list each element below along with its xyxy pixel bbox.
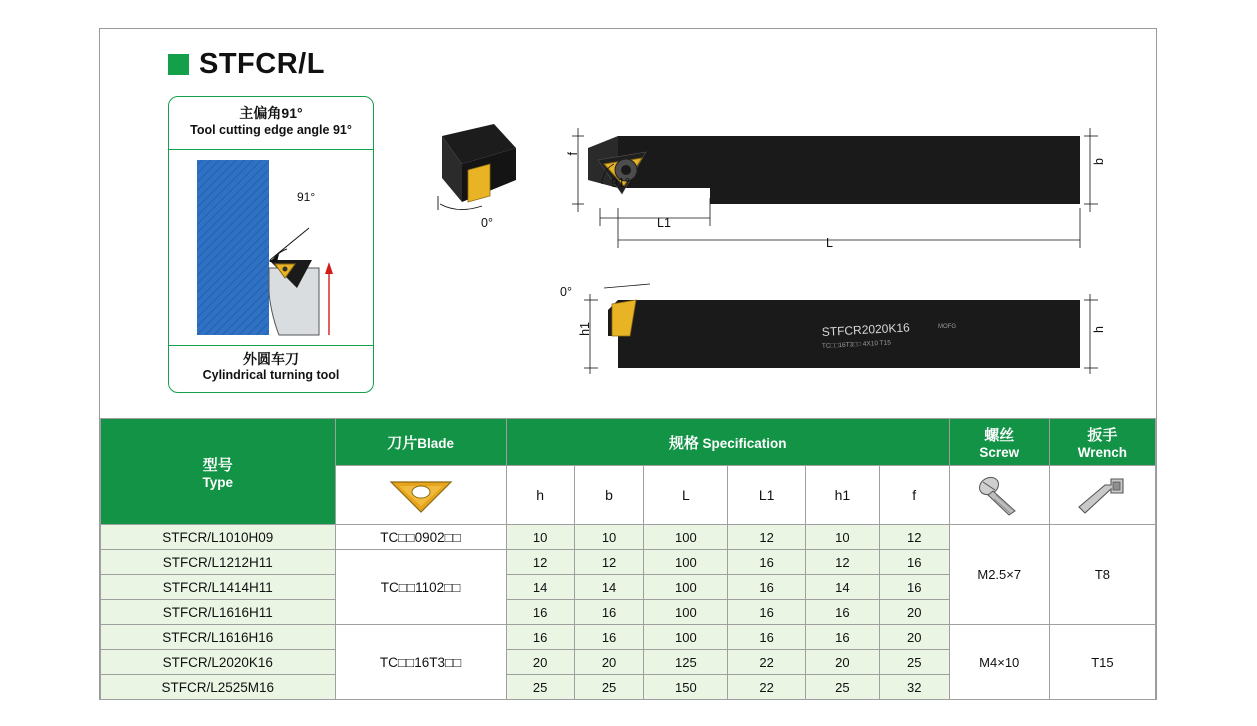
cell-L: 100 [644, 575, 728, 600]
cell-L: 100 [644, 550, 728, 575]
cell-blade: TC□□1102□□ [335, 550, 506, 625]
cell-blade: TC□□0902□□ [335, 525, 506, 550]
illustration-header [169, 105, 373, 138]
specification-table [100, 418, 1156, 700]
header-screw-cn: 螺丝 [984, 427, 1015, 444]
header-type-en: Type [202, 474, 234, 490]
cell-b: 25 [574, 675, 644, 700]
svg-text:STFCR2020K16: STFCR2020K16 [821, 320, 911, 339]
header-spec-en: Specification [702, 435, 787, 451]
wrench-illustration-cell [1049, 466, 1155, 525]
cell-b: 12 [574, 550, 644, 575]
header-spec-cn: 规格 [668, 434, 699, 452]
plan-dim-b: b [1092, 158, 1106, 165]
side-dim-h: h [1092, 326, 1106, 333]
insert-detail-view [432, 118, 542, 228]
cell-h: 14 [506, 575, 574, 600]
cell-h1: 20 [805, 650, 879, 675]
tool-plan-view [560, 108, 1120, 258]
cell-f: 16 [879, 575, 949, 600]
illustration-graphic [169, 150, 373, 348]
cell-f: 12 [879, 525, 949, 550]
cell-h: 10 [506, 525, 574, 550]
title-text: STFCR/L [199, 48, 325, 80]
table-row [101, 625, 1156, 650]
blade-illustration-cell [335, 466, 506, 525]
cell-b: 20 [574, 650, 644, 675]
turning-tool-diagram-svg [169, 150, 373, 348]
cell-type: STFCR/L1414H11 [101, 575, 336, 600]
cell-h1: 16 [805, 600, 879, 625]
cell-L1: 16 [728, 625, 806, 650]
header-type [101, 419, 336, 525]
cell-L: 100 [644, 525, 728, 550]
illustration-divider-bottom [169, 345, 373, 346]
subheader-L: L [644, 466, 728, 525]
cell-f: 20 [879, 600, 949, 625]
svg-text:TC□□16T3□□ 4X10 T15: TC□□16T3□□ 4X10 T15 [821, 339, 892, 350]
cell-b: 14 [574, 575, 644, 600]
cell-h1: 10 [805, 525, 879, 550]
screw-icon [971, 473, 1027, 517]
cell-h: 20 [506, 650, 574, 675]
subheader-L1: L1 [728, 466, 806, 525]
plan-dim-L: L [826, 236, 833, 250]
cell-b: 16 [574, 600, 644, 625]
subheader-h: h [506, 466, 574, 525]
plan-dim-f: f [566, 152, 580, 156]
cell-blade: TC□□16T3□□ [335, 625, 506, 700]
cell-type: STFCR/L1212H11 [101, 550, 336, 575]
side-angle-label: 0° [560, 285, 572, 299]
cell-b: 10 [574, 525, 644, 550]
cell-h: 16 [506, 600, 574, 625]
header-blade-en: Blade [417, 435, 454, 451]
side-dim-h1: h1 [578, 322, 592, 336]
cell-h1: 16 [805, 625, 879, 650]
cell-screw: M4×10 [949, 625, 1049, 700]
cell-h1: 12 [805, 550, 879, 575]
table-header-row-1 [101, 419, 1156, 466]
subheader-b: b [574, 466, 644, 525]
plan-dim-L1: L1 [657, 216, 671, 230]
header-wrench-en: Wrench [1077, 445, 1128, 460]
subheader-f: f [879, 466, 949, 525]
cell-L1: 16 [728, 550, 806, 575]
cell-L: 100 [644, 600, 728, 625]
cell-L1: 22 [728, 650, 806, 675]
cell-type: STFCR/L2020K16 [101, 650, 336, 675]
illustration-angle-label: 91° [297, 190, 316, 204]
header-wrench-cn: 扳手 [1087, 427, 1118, 444]
illustration-footer [169, 351, 373, 384]
header-screw-en: Screw [979, 445, 1020, 460]
cell-type: STFCR/L1616H11 [101, 600, 336, 625]
illustration-footer-cn: 外圆车刀 [243, 350, 299, 367]
header-specification [506, 419, 949, 466]
cell-h: 25 [506, 675, 574, 700]
cell-f: 25 [879, 650, 949, 675]
cell-L: 100 [644, 625, 728, 650]
insert-icon [381, 472, 461, 518]
cell-type: STFCR/L2525M16 [101, 675, 336, 700]
cell-screw: M2.5×7 [949, 525, 1049, 625]
illustration-header-en: Tool cutting edge angle 91° [190, 122, 352, 137]
tool-side-view [560, 278, 1120, 388]
cell-f: 32 [879, 675, 949, 700]
header-wrench [1049, 419, 1155, 466]
cell-L: 150 [644, 675, 728, 700]
cell-L1: 22 [728, 675, 806, 700]
cell-h1: 14 [805, 575, 879, 600]
illustration-footer-en: Cylindrical turning tool [202, 368, 340, 383]
cell-f: 16 [879, 550, 949, 575]
svg-text:MOFG: MOFG [938, 324, 956, 330]
header-blade-cn: 刀片 [387, 434, 418, 452]
cell-h: 12 [506, 550, 574, 575]
subheader-h1: h1 [805, 466, 879, 525]
page-title [168, 48, 325, 81]
screw-illustration-cell [949, 466, 1049, 525]
plan-angle-label: 91° [611, 176, 630, 190]
cell-wrench: T8 [1049, 525, 1155, 625]
cell-type: STFCR/L1010H09 [101, 525, 336, 550]
cell-f: 20 [879, 625, 949, 650]
cell-h1: 25 [805, 675, 879, 700]
cell-h: 16 [506, 625, 574, 650]
cell-wrench: T15 [1049, 625, 1155, 700]
cell-type: STFCR/L1616H16 [101, 625, 336, 650]
illustration-card [168, 96, 374, 393]
wrench-icon [1071, 473, 1133, 517]
title-marker-icon [168, 54, 189, 75]
cell-L1: 12 [728, 525, 806, 550]
cell-L: 125 [644, 650, 728, 675]
header-blade [335, 419, 506, 466]
header-screw [949, 419, 1049, 466]
cell-L1: 16 [728, 600, 806, 625]
cell-b: 16 [574, 625, 644, 650]
illustration-header-cn: 主偏角91° [239, 105, 303, 121]
detail-angle-label: 0° [481, 216, 493, 230]
table-row [101, 525, 1156, 550]
cell-L1: 16 [728, 575, 806, 600]
header-type-cn: 型号 [202, 456, 233, 474]
